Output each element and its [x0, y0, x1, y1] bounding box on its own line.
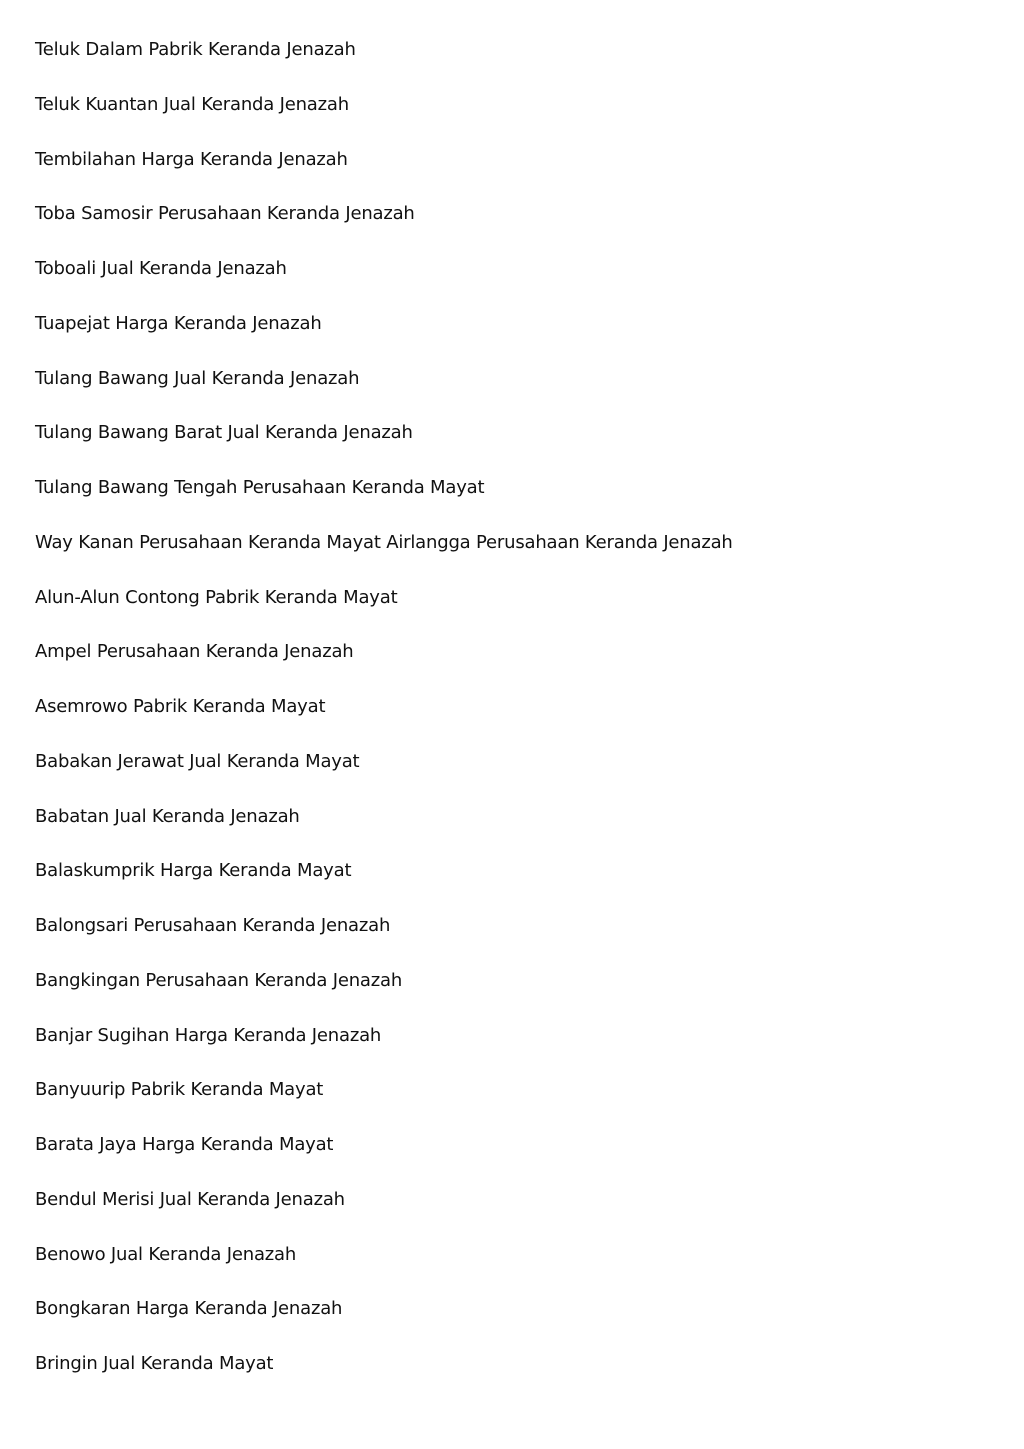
- text-line: Asemrowo Pabrik Keranda Mayat: [35, 696, 326, 717]
- text-line: Babakan Jerawat Jual Keranda Mayat: [35, 750, 360, 772]
- text-line: Bongkaran Harga Keranda Jenazah: [35, 1298, 343, 1320]
- text-line: Benowo Jual Keranda Jenazah: [35, 1243, 297, 1265]
- text-line: Banjar Sugihan Harga Keranda Jenazah: [35, 1024, 382, 1046]
- text-line: Balaskumprik Harga Keranda Mayat: [35, 860, 352, 882]
- text-line: Bendul Merisi Jual Keranda Jenazah: [35, 1188, 345, 1210]
- text-line: Alun-Alun Contong Pabrik Keranda Mayat: [35, 586, 398, 608]
- text-line: Tembilahan Harga Keranda Jenazah: [35, 148, 348, 170]
- text-line: Tulang Bawang Tengah Perusahaan Keranda Mayat: [35, 477, 485, 498]
- text-line: Teluk Kuantan Jual Keranda Jenazah: [35, 93, 349, 115]
- text-line-list: [35, 36, 733, 1405]
- text-line: Tulang Bawang Barat Jual Keranda Jenazah: [35, 422, 413, 444]
- text-line: Tuapejat Harga Keranda Jenazah: [35, 312, 322, 334]
- text-line: Toba Samosir Perusahaan Keranda Jenazah: [35, 203, 415, 225]
- text-line: Teluk Dalam Pabrik Keranda Jenazah: [35, 39, 356, 60]
- text-line: Banyuurip Pabrik Keranda Mayat: [35, 1079, 324, 1101]
- text-line: Ampel Perusahaan Keranda Jenazah: [35, 641, 354, 663]
- text-line: Tulang Bawang Jual Keranda Jenazah: [35, 367, 360, 389]
- text-line: Bringin Jual Keranda Mayat: [35, 1353, 274, 1374]
- text-line: Barata Jaya Harga Keranda Mayat: [35, 1134, 334, 1155]
- text-line: Balongsari Perusahaan Keranda Jenazah: [35, 915, 391, 936]
- text-line: Babatan Jual Keranda Jenazah: [35, 805, 300, 827]
- text-line: Toboali Jual Keranda Jenazah: [35, 258, 287, 279]
- text-line: Way Kanan Perusahaan Keranda Mayat Airlangga Perusahaan Keranda Jenazah: [35, 531, 733, 553]
- text-line: Bangkingan Perusahaan Keranda Jenazah: [35, 969, 403, 991]
